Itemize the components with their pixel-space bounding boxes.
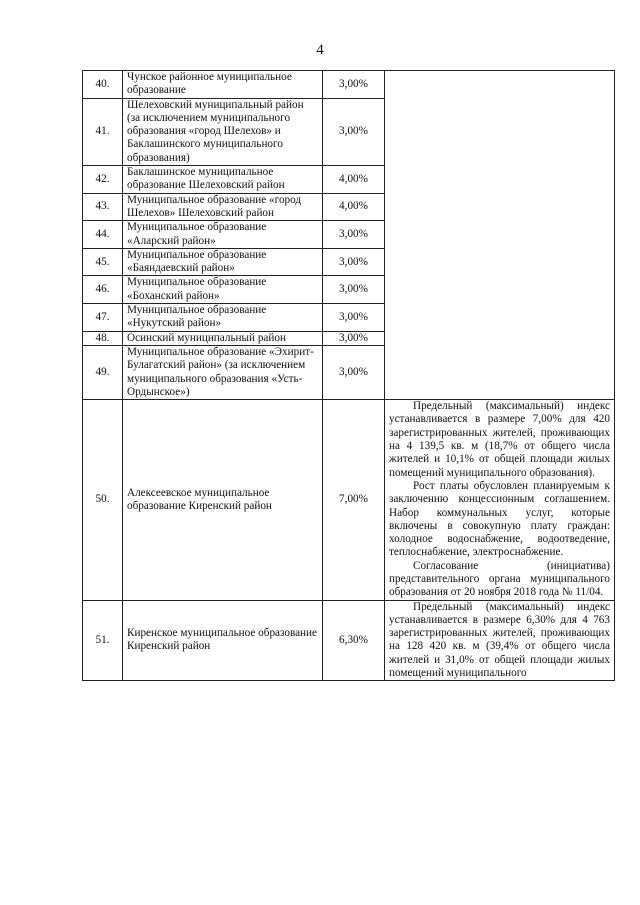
index-percent: 3,00%	[323, 276, 385, 304]
municipality-name: Муниципальное образование «город Шелехов» Шелеховский район	[123, 193, 323, 221]
index-percent: 3,00%	[323, 304, 385, 332]
municipality-name: Муниципальное образование «Боханский район»	[123, 276, 323, 304]
row-number: 50.	[83, 400, 123, 600]
row-number: 41.	[83, 98, 123, 165]
row-number: 44.	[83, 221, 123, 249]
table-row	[83, 600, 615, 681]
municipality-name: Чунское районное муниципальное образование	[123, 71, 323, 99]
municipality-name: Муниципальное образование «Баяндаевский район»	[123, 248, 323, 276]
municipality-name: Муниципальное образование «Эхирит-Булагатский район» (за исключением муниципального образования «Усть-Ордынское»)	[123, 345, 323, 399]
row-number: 48.	[83, 331, 123, 345]
tariff-index-table	[82, 70, 615, 681]
municipality-name: Киренское муниципальное образование Киренский район	[123, 600, 323, 681]
row-number: 40.	[83, 71, 123, 99]
note-cell	[385, 600, 615, 681]
note-cell-empty	[385, 71, 615, 400]
row-number: 43.	[83, 193, 123, 221]
index-percent: 4,00%	[323, 166, 385, 194]
index-percent: 4,00%	[323, 193, 385, 221]
row-number: 45.	[83, 248, 123, 276]
note-block	[389, 601, 610, 681]
row-number: 47.	[83, 304, 123, 332]
table-row	[83, 400, 615, 600]
index-percent: 3,00%	[323, 331, 385, 345]
index-percent: 6,30%	[323, 600, 385, 681]
index-percent: 3,00%	[323, 248, 385, 276]
note-paragraph: Предельный (максимальный) индекс устанавливается в размере 6,30% для 4 763 зарегистрированных жителей, проживающих на 128 420 кв. м (39,4% от общего числа жителей и 31,0% от общей площади жилых помещений муниципального	[389, 600, 610, 680]
row-number: 46.	[83, 276, 123, 304]
note-block	[389, 400, 610, 599]
table-row	[83, 71, 615, 99]
note-paragraph: Предельный (максимальный) индекс устанавливается в размере 7,00% для 420 зарегистрированных жителей, проживающих на 4 139,5 кв. м (18,7% от общего числа жителей и 10,1% от общей площади жилых помещений муниципального образования).	[389, 400, 610, 479]
note-paragraph: Согласование (инициатива) представительного органа муниципального образования от 20 ноября 2018 года № 11/04.	[389, 559, 610, 599]
index-percent: 3,00%	[323, 221, 385, 249]
row-number: 51.	[83, 600, 123, 681]
municipality-name: Баклашинское муниципальное образование Шелеховский район	[123, 166, 323, 194]
municipality-name: Осинский муниципальный район	[123, 331, 323, 345]
index-percent: 3,00%	[323, 345, 385, 399]
municipality-name: Муниципальное образование «Аларский район»	[123, 221, 323, 249]
municipality-name: Шелеховский муниципальный район (за исключением муниципального образования «город Шелехов» и Баклашинского муниципального образования)	[123, 98, 323, 165]
note-cell	[385, 400, 615, 600]
municipality-name: Алексеевское муниципальное образование Киренский район	[123, 400, 323, 600]
row-number: 49.	[83, 345, 123, 399]
row-number: 42.	[83, 166, 123, 194]
note-paragraph: Рост платы обусловлен планируемым к заключению концессионным соглашением. Набор коммунальных услуг, которые включены в совокупную плату граждан: холодное водоснабжение, водоотведение, теплоснабжение, электроснабжение.	[389, 479, 610, 559]
page-number: 4	[316, 42, 324, 58]
index-percent: 3,00%	[323, 98, 385, 165]
municipality-name: Муниципальное образование «Нукутский район»	[123, 304, 323, 332]
index-percent: 3,00%	[323, 71, 385, 99]
index-percent: 7,00%	[323, 400, 385, 600]
